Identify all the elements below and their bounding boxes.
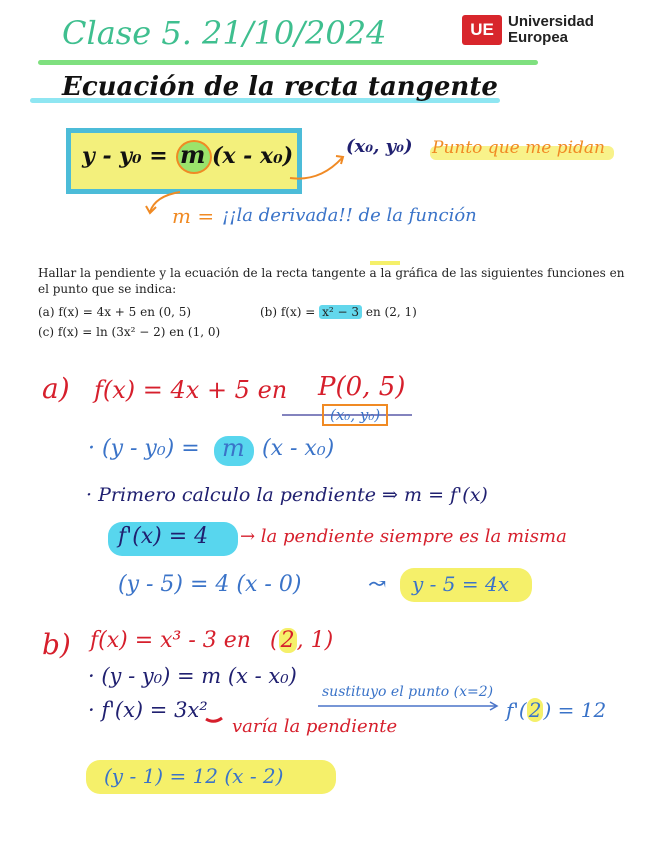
part-a-formula-pre: · (y - y₀) = [88,436,200,461]
part-a-derivative: f'(x) = 4 [118,524,209,549]
logo-badge: UE [462,15,502,45]
part-a-function: f(x) = 4x + 5 en [94,376,288,404]
underline-x2 [206,718,222,721]
item-b-pre: (b) f(x) = [260,305,316,319]
part-a-substitution: (y - 5) = 4 (x - 0) [118,572,302,597]
part-a-arrow: ↝ [368,572,387,597]
part-b-derivative: · f'(x) = 3x² [88,698,208,722]
statement-highlight [370,261,400,265]
part-b-point-x: 2 [280,628,295,653]
part-b-eval-post: ) = 12 [543,698,607,722]
formula-right: (x - x₀) [212,143,294,169]
part-b-point [270,628,333,653]
page-title: Clase 5. 21/10/2024 [62,14,387,52]
part-b-evaluation [506,698,606,722]
topic-heading: Ecuación de la recta tangente [62,72,498,102]
part-a-label: a) [42,372,70,405]
point-note: Punto que me pidan [432,138,605,158]
part-a-result: y - 5 = 4x [412,572,509,596]
point-label: (x₀, y₀) [346,136,413,157]
arrow-to-point [290,158,342,179]
part-b-subst-note: sustituyo el punto (x=2) [322,684,494,700]
part-b-point-pre: ( [270,628,279,653]
exercise-item-a: (a) f(x) = 4x + 5 en (0, 5) [38,305,192,319]
part-b-deriv-note: varía la pendiente [232,716,398,737]
formula-m: m [180,140,206,169]
item-b-highlight: x² − 3 [319,305,362,319]
part-b-final-equation: (y - 1) = 12 (x - 2) [104,764,284,788]
part-a-deriv-note: → la pendiente siempre es la misma [240,526,567,547]
part-a-formula-m: m [222,434,245,462]
logo-line-1: Universidad [508,13,594,30]
formula-left: y - y₀ = [82,143,168,169]
item-b-post: en (2, 1) [365,305,417,319]
part-b-eval-pre: f'( [506,698,527,722]
exercise-item-c: (c) f(x) = ln (3x² − 2) en (1, 0) [38,325,221,339]
part-a-step1: · Primero calculo la pendiente ⇒ m = f'(x) [86,484,488,506]
part-b-function: f(x) = x³ - 3 en [90,628,251,653]
part-b-eval-x: 2 [528,698,542,722]
part-b-formula: · (y - y₀) = m (x - x₀) [88,664,297,688]
part-b-point-post: , 1) [296,628,334,653]
part-a-formula-post: (x - x₀) [262,436,335,461]
statement-line-1: Hallar la pendiente y la ecuación de la recta tangente a la gráfica de las siguientes funciones en [38,266,625,280]
part-a-point: P(0, 5) [318,372,406,402]
part-b-label: b) [42,628,71,661]
logo-line-2: Europea [508,29,569,46]
part-a-point-box: (x₀, y₀) [322,404,388,426]
m-note: ¡¡la derivada!! de la función [222,205,477,226]
m-label: m = [172,204,215,228]
exercise-item-b [260,305,417,319]
statement-line-2: el punto que se indica: [38,282,177,296]
